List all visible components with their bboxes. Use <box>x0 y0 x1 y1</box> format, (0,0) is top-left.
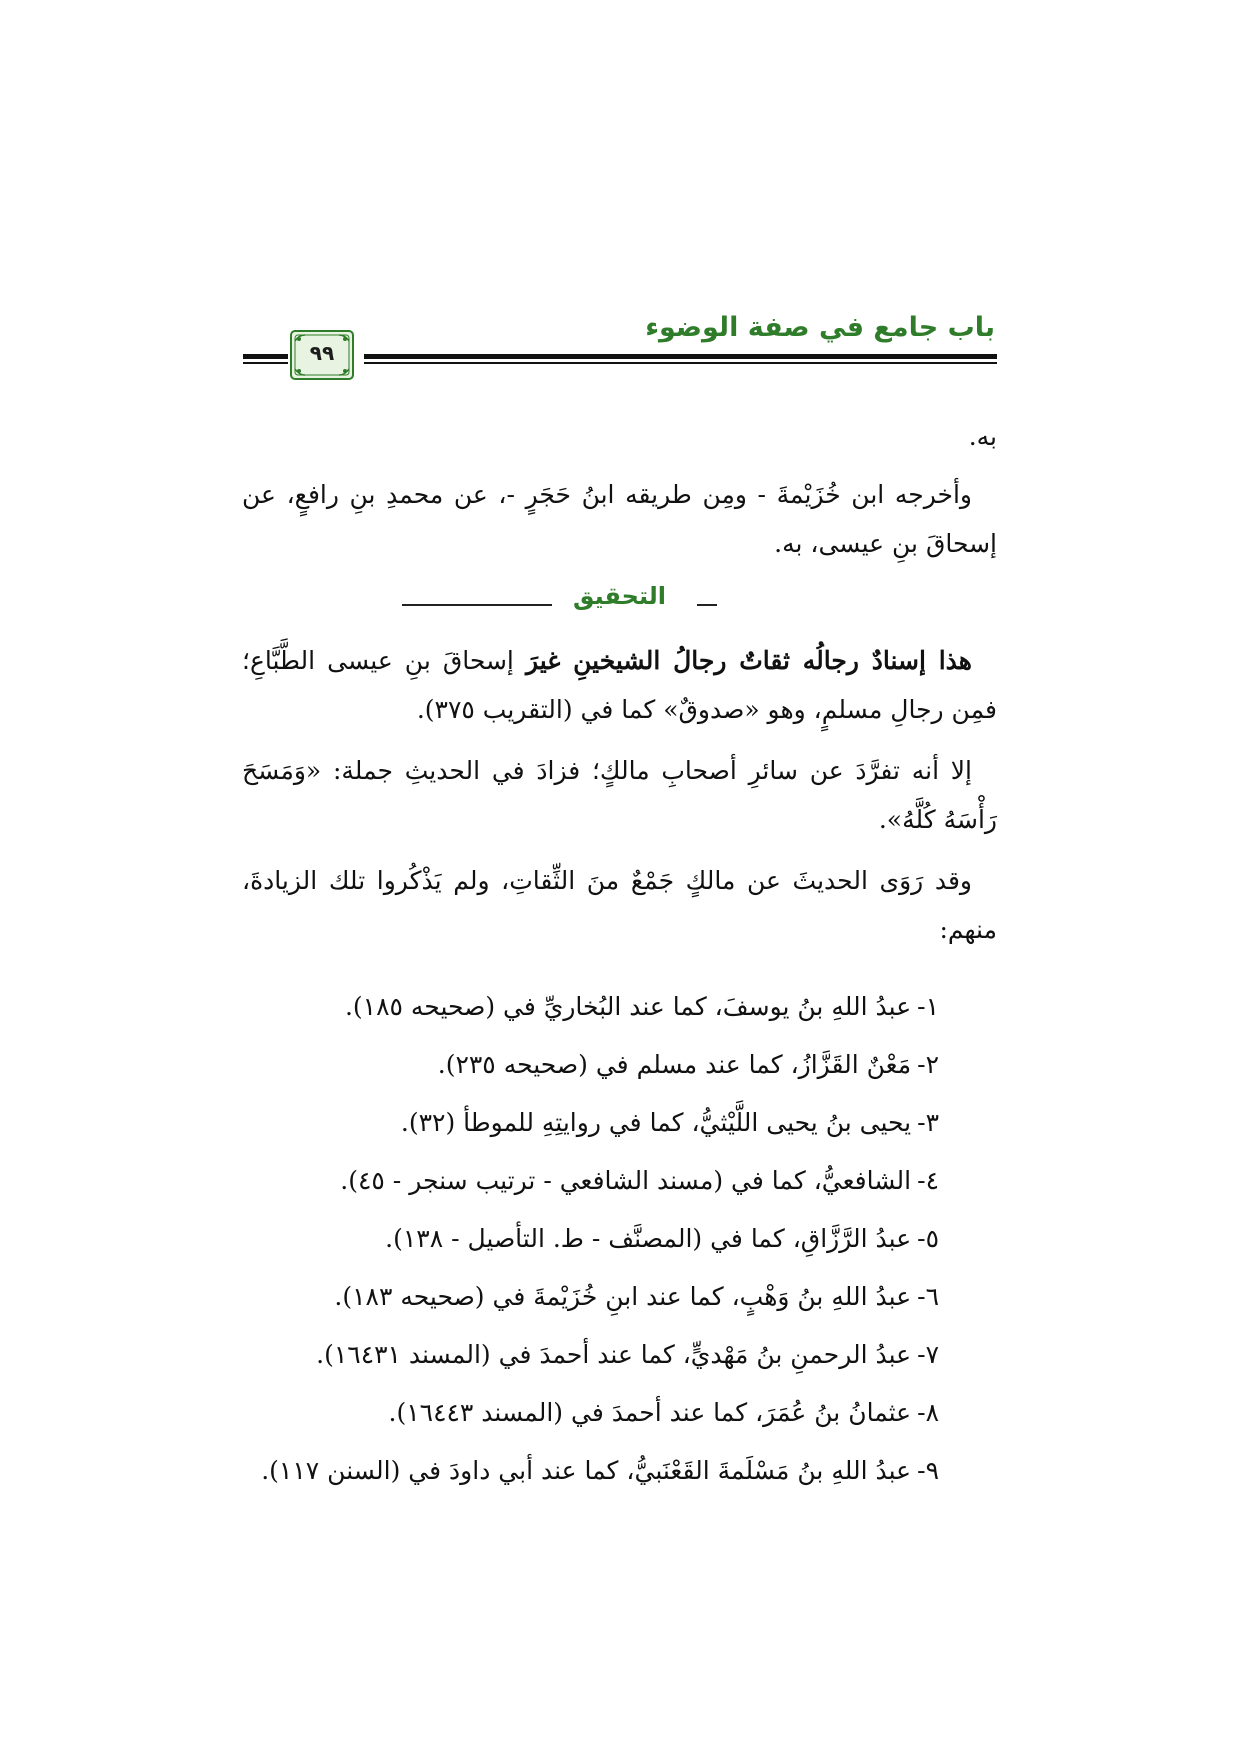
section-heading <box>242 582 997 622</box>
list-item-text: الشافعيُّ، كما في (مسند الشافعي - ترتيب سنجر - ٤٥). <box>340 1166 912 1195</box>
list-item-text: عبدُ اللهِ بنُ مَسْلَمةَ القَعْنَبيُّ، كما عند أبي داودَ في (السنن ١١٧). <box>261 1456 912 1485</box>
paragraph-tahqiq-bold: هذا إسنادٌ رجالُه ثقاتٌ رجالُ الشيخينِ غيرَ <box>525 646 972 675</box>
list-item-number: ٤- <box>917 1166 939 1195</box>
list-item-text: عبدُ الرَّزَّاقِ، كما في (المصنَّف - ط. التأصيل - ١٣٨). <box>385 1224 912 1253</box>
paragraph-0: به. <box>968 422 997 451</box>
list-item <box>242 1210 997 1268</box>
list-item-number: ١- <box>917 992 939 1021</box>
page-number-frame <box>290 330 354 380</box>
paragraph-tahqiq-rest: إسحاقَ بنِ عيسى الطَّبَّاعِ؛ فمِن رجالِ مسلمٍ، وهو «صدوقٌ» كما في (التقريب ٣٧٥). <box>242 646 997 724</box>
page-number: ٩٩ <box>309 341 335 365</box>
narrators-list <box>242 978 997 1500</box>
list-item-text: عبدُ اللهِ بنُ يوسفَ، كما عند البُخاريِّ في (صحيحه ١٨٥). <box>344 992 912 1021</box>
list-item <box>242 1384 997 1442</box>
list-item-number: ٣- <box>917 1108 939 1137</box>
list-item-number: ٦- <box>917 1282 939 1311</box>
paragraph-tahqiq <box>242 636 997 734</box>
list-item <box>242 1326 997 1384</box>
list-item <box>242 1442 997 1500</box>
list-item <box>242 1094 997 1152</box>
running-title: باب جامع في صفة الوضوء <box>645 312 995 343</box>
header-rule-left <box>243 354 288 366</box>
list-item-text: مَعْنٌ القَزَّازُ، كما عند مسلم في (صحيحه ٢٣٥). <box>437 1050 912 1079</box>
list-item-number: ٨- <box>917 1398 939 1427</box>
list-item <box>242 1036 997 1094</box>
list-item <box>242 978 997 1036</box>
section-title: التحقيق <box>572 582 667 610</box>
list-item <box>242 1268 997 1326</box>
list-item-number: ٩- <box>917 1456 939 1485</box>
header-rule-right <box>364 354 997 366</box>
paragraph-narrators-intro: وقد رَوَى الحديثَ عن مالكٍ جَمْعٌ منَ الثِّقاتِ، ولم يَذْكُروا تلك الزيادةَ، منهم: <box>242 866 997 944</box>
paragraph-tafarrud: إلا أنه تفرَّدَ عن سائرِ أصحابِ مالكٍ؛ فزادَ في الحديثِ جملة: «وَمَسَحَ رَأْسَهُ كُلَّهُ». <box>242 756 997 834</box>
list-item-text: عبدُ اللهِ بنُ وَهْبٍ، كما عند ابنِ خُزَيْمةَ في (صحيحه ١٨٣). <box>334 1282 912 1311</box>
ornament-line-right <box>697 604 717 606</box>
list-item-number: ٢- <box>917 1050 939 1079</box>
list-item <box>242 1152 997 1210</box>
paragraph-takhrij: وأخرجه ابن خُزَيْمةَ - ومِن طريقه ابنُ حَجَرٍ -، عن محمدِ بنِ رافعٍ، عن إسحاقَ بنِ عيسى، به. <box>242 480 997 558</box>
list-item-text: يحيى بنُ يحيى اللَّيْثيُّ، كما في روايتِهِ للموطأ (٣٢). <box>400 1108 912 1137</box>
list-item-text: عبدُ الرحمنِ بنُ مَهْديٍّ، كما عند أحمدَ في (المسند ١٦٤٣١). <box>316 1340 912 1369</box>
list-item-text: عثمانُ بنُ عُمَرَ، كما عند أحمدَ في (المسند ١٦٤٤٣). <box>388 1398 912 1427</box>
list-item-number: ٧- <box>917 1340 939 1369</box>
list-item-number: ٥- <box>917 1224 939 1253</box>
